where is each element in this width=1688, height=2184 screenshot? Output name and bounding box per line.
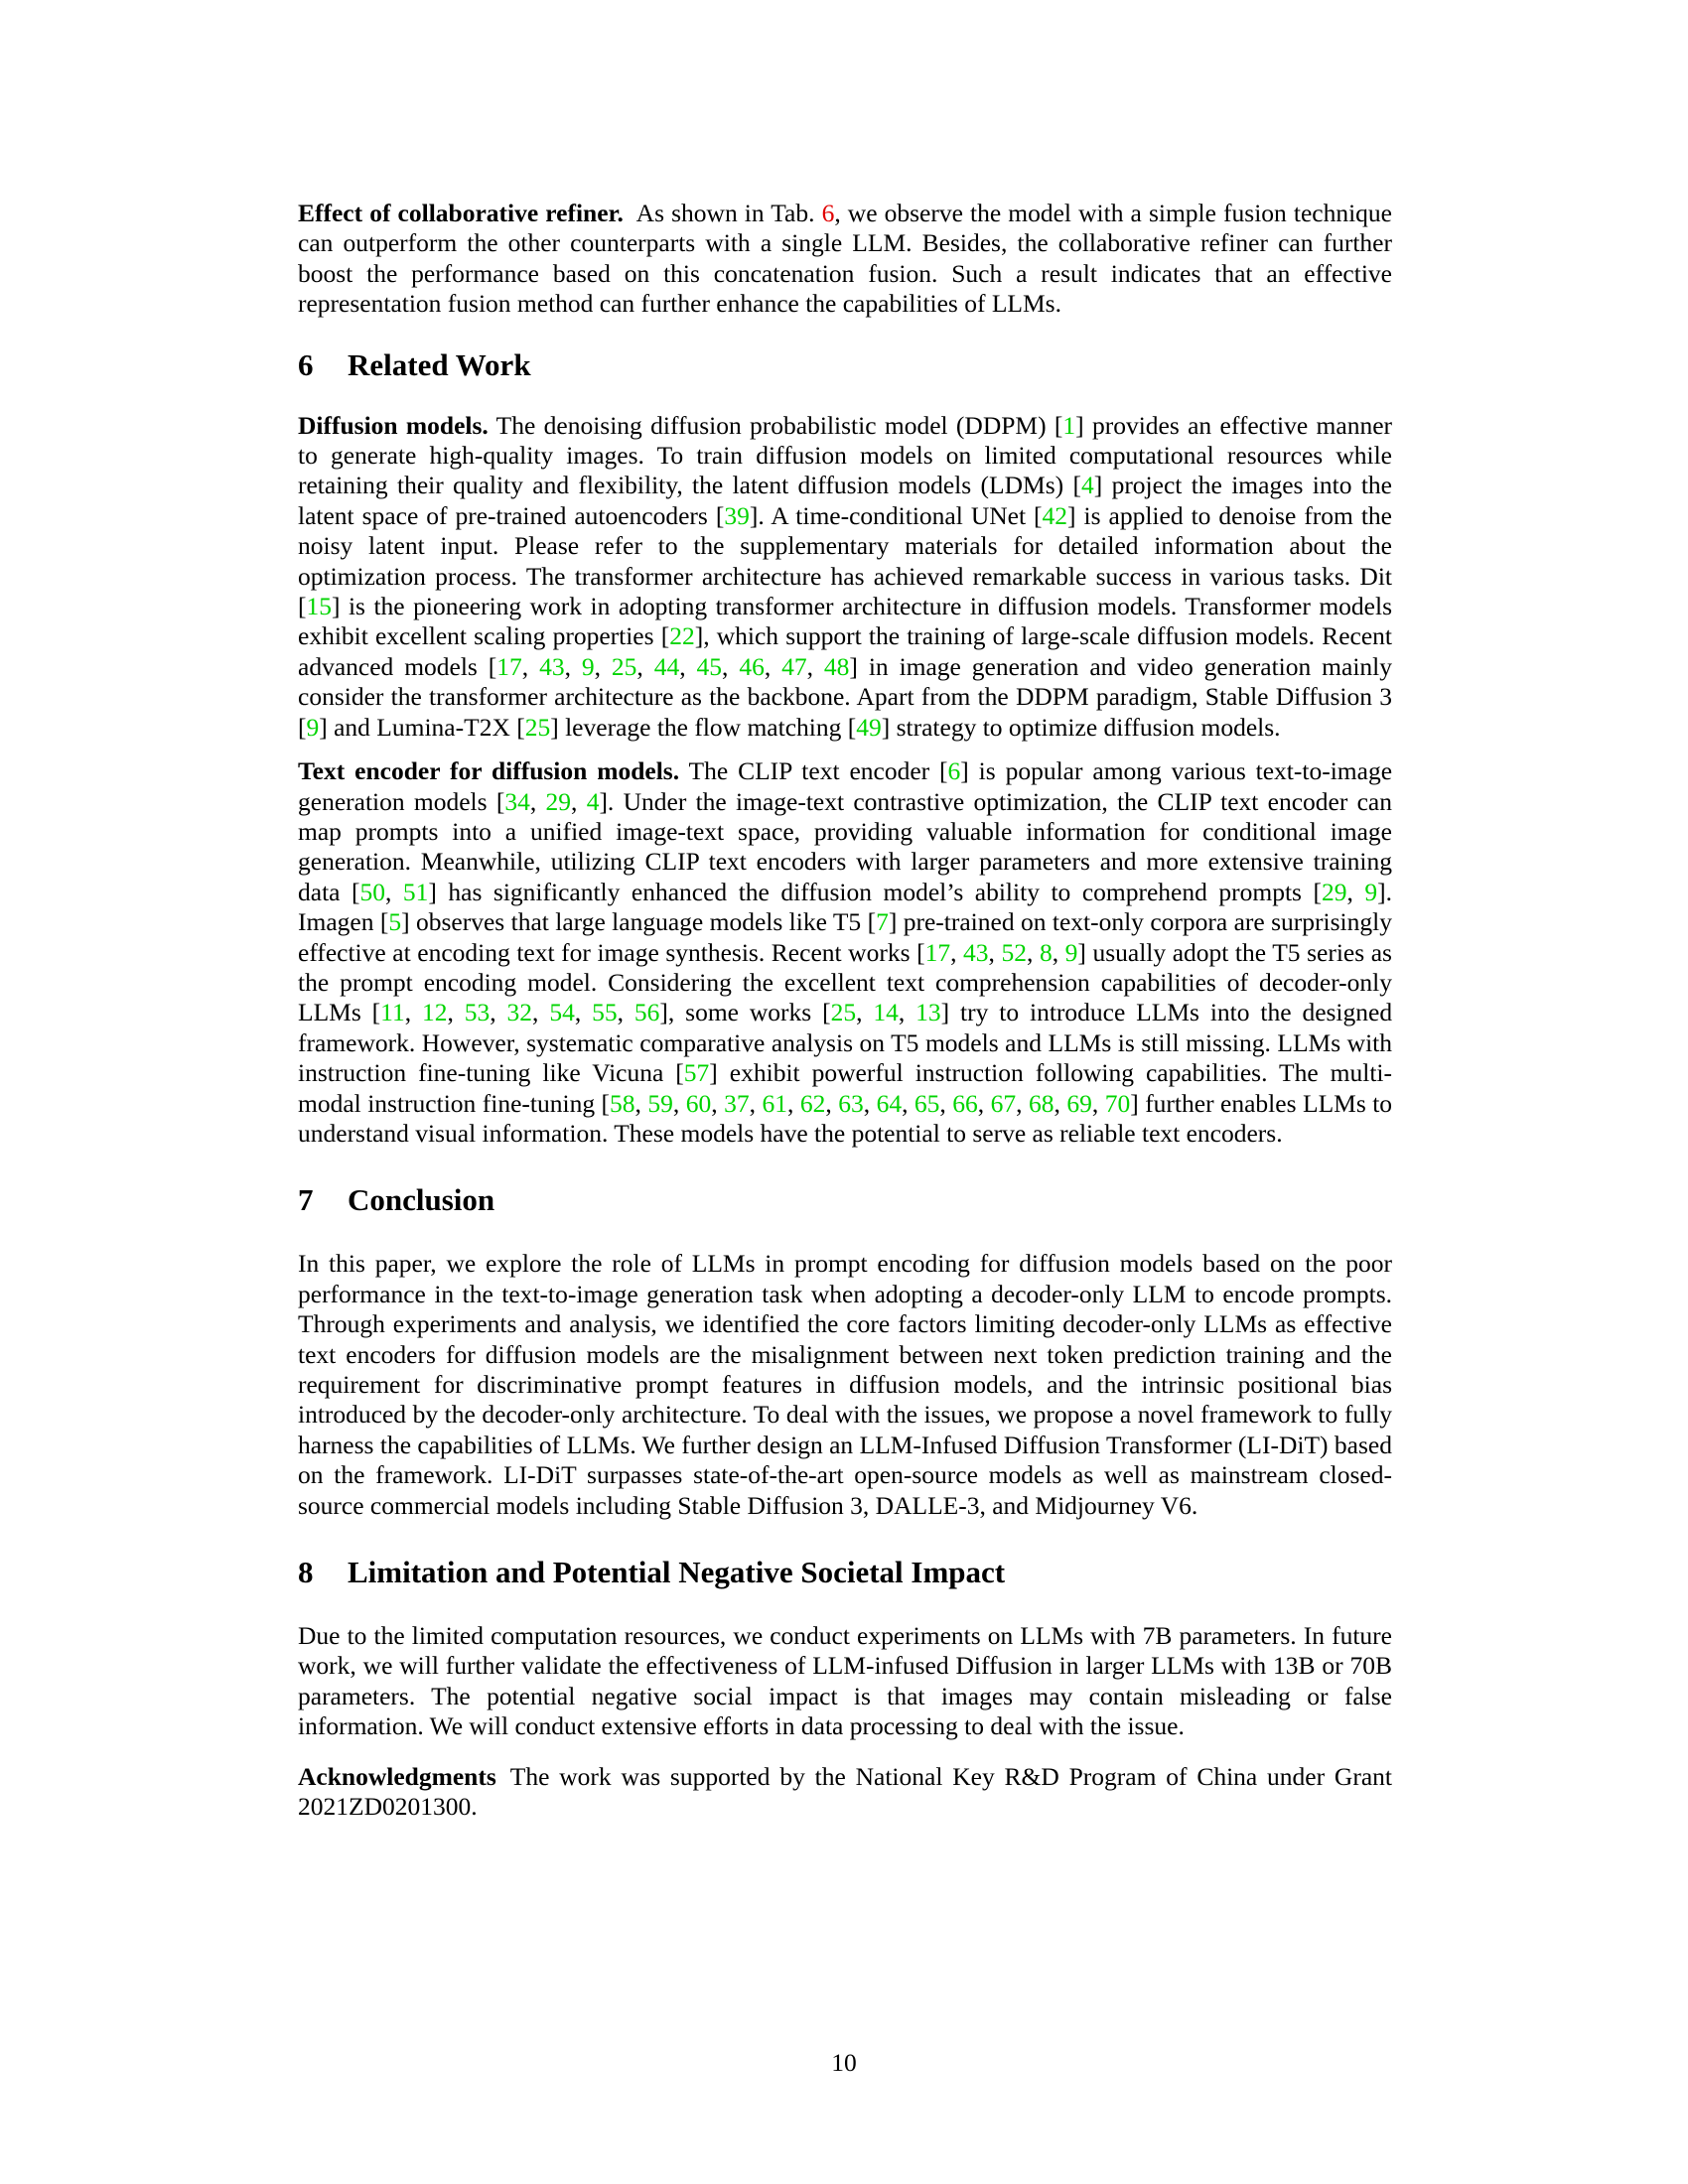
citation-group: 34, 29, 4: [504, 786, 600, 816]
citation-link[interactable]: 4: [586, 786, 600, 816]
citation-link[interactable]: 59: [647, 1088, 673, 1118]
limitation-paragraph: Due to the limited computation resources, we conduct experiments on LLMs with 7B parameters. In future work, we will further validate the effectiveness of LLM-infused Diffusion in larger LLMs with 13B or 70B parameters. The potential negative social impact is that images may contain misleading or false information. We will conduct extensive efforts in data processing to deal with the issue.: [298, 1621, 1392, 1741]
citation-group: 29, 9: [1321, 877, 1378, 906]
section-title: Conclusion: [348, 1182, 495, 1218]
section-title: Related Work: [348, 346, 531, 382]
paragraph-text: ] exhibit powerful instruction following capabilities. The multi-modal instruction fine-tuning [: [298, 1058, 1392, 1118]
citation-link[interactable]: 61: [762, 1088, 787, 1118]
citation-link[interactable]: 12: [421, 998, 448, 1027]
citation-link[interactable]: 29: [1321, 877, 1347, 906]
citation-link[interactable]: 64: [876, 1088, 903, 1118]
citation-link[interactable]: 9: [1364, 877, 1378, 906]
paragraph-text: ] strategy to optimize diffusion models.: [881, 712, 1281, 742]
citation-link[interactable]: 46: [739, 651, 765, 681]
paragraph-text: ] has significantly enhanced the diffusion model’s ability to comprehend prompts [: [428, 877, 1322, 906]
citation-link[interactable]: 43: [963, 937, 989, 967]
citation-link[interactable]: 25: [830, 998, 857, 1027]
citation-link[interactable]: 44: [653, 651, 680, 681]
paragraph-text: ] try to introduce LLMs into the designed framework. However, systematic comparative analysis on T5 models and LLMs is still missing. LLMs with instruction fine-tuning like Vicuna [: [298, 998, 1393, 1088]
section-heading-conclusion: [298, 1182, 1392, 1218]
paper-page: [298, 199, 1392, 1822]
citation-link[interactable]: 66: [952, 1088, 978, 1118]
paragraph-text: , we observe the model with a simple fusion technique can outperform the other counterparts with a single LLM. Besides, the collaborative refiner can further boost the performance based on this concatenation fusion. Such a result indicates that an effective representation fusion method can further enhance the capabilities of LLMs.: [298, 199, 1393, 319]
citation-link[interactable]: 32: [506, 998, 533, 1027]
section-title: Limitation and Potential Negative Societal Impact: [348, 1555, 1006, 1590]
citation-link[interactable]: 62: [799, 1088, 826, 1118]
citation-link[interactable]: 17: [496, 651, 522, 681]
citation-link[interactable]: 58: [610, 1088, 635, 1118]
citation-link[interactable]: 13: [915, 998, 941, 1027]
citation-link[interactable]: 52: [1001, 937, 1027, 967]
citation-group: 11, 12, 53, 32, 54, 55, 56: [380, 998, 660, 1027]
citation-link[interactable]: 50: [359, 877, 385, 906]
paragraph-text: ] provides an effective manner to generate high-quality images. To train diffusion models on limited computational resources while retaining their quality and flexibility, the latent diffusion models (LDMs) [: [298, 410, 1392, 500]
citation-link[interactable]: 15: [306, 592, 332, 621]
paragraph-text: ], which support the training of large-scale diffusion models. Recent advanced models [: [298, 621, 1392, 681]
citation-link[interactable]: 55: [592, 998, 618, 1027]
citation-link[interactable]: 39: [724, 500, 750, 530]
citation-group: 17, 43, 9, 25, 44, 45, 46, 47, 48: [496, 651, 850, 681]
section-heading-related-work: [298, 347, 1392, 383]
paragraph-text: ] observes that large language models like T5 [: [401, 907, 877, 937]
citation-link[interactable]: 6: [947, 756, 961, 786]
citation-link[interactable]: 65: [914, 1088, 940, 1118]
text-encoder-paragraph: [298, 756, 1392, 1149]
page-number: 10: [831, 2048, 857, 2077]
acknowledgments-text: The work was supported by the National Key R&D Program of China under Grant 2021ZD0201300.: [298, 1761, 1392, 1822]
paragraph-text: As shown in Tab.: [635, 199, 822, 227]
citation-link[interactable]: 63: [838, 1088, 864, 1118]
paragraph-heading: Text encoder for diffusion models.: [298, 756, 680, 786]
citation-link[interactable]: 1: [1062, 410, 1076, 440]
citation-link[interactable]: 69: [1066, 1088, 1092, 1118]
paragraph-text: ]. Under the image-text contrastive optimization, the CLIP text encoder can map prompts into a unified image-text space, providing valuable information for conditional image generation. Meanwhile, utilizing CLIP text encoders with larger parameters and more extensive training data [: [298, 786, 1393, 906]
paragraph-text: ] usually adopt the T5 series as the prompt encoding model. Considering the excellent text comprehension capabilities of decoder-only LLMs [: [298, 937, 1392, 1027]
paragraph-text: ], some works [: [659, 998, 831, 1027]
citation-link[interactable]: 25: [611, 651, 637, 681]
citation-link[interactable]: 4: [1080, 471, 1094, 500]
citation-link[interactable]: 8: [1039, 937, 1053, 967]
paragraph-text: ] is popular among various text-to-image generation models [: [298, 756, 1393, 816]
citation-link[interactable]: 9: [306, 712, 320, 742]
paragraph-text: ] is the pioneering work in adopting transformer architecture in diffusion models. Transformer models exhibit excellent scaling properties [: [298, 592, 1392, 651]
paragraph-text: ]. A time-conditional UNet [: [749, 500, 1043, 530]
citation-link[interactable]: 47: [781, 651, 807, 681]
paragraph-heading: Diffusion models.: [298, 410, 489, 440]
citation-link[interactable]: 67: [990, 1088, 1017, 1118]
citation-link[interactable]: 34: [504, 786, 530, 816]
citation-group: 58, 59, 60, 37, 61, 62, 63, 64, 65, 66, 67, 68, 69, 70: [610, 1088, 1131, 1118]
citation-link[interactable]: 37: [724, 1088, 750, 1118]
conclusion-paragraph: In this paper, we explore the role of LLMs in prompt encoding for diffusion models based on the poor performance in the text-to-image generation task when adopting a decoder-only LLM to encode prompts. Through experiments and analysis, we identified the core factors limiting decoder-only LLMs as effective text encoders for diffusion models are the misalignment between next token prediction training and the requirement for discriminative prompt features in diffusion models, and the intrinsic positional bias introduced by the decoder-only architecture. To deal with the issues, we propose a novel framework to fully harness the capabilities of LLMs. We further design an LLM-Infused Diffusion Transformer (LI-DiT) based on the framework. LI-DiT surpasses state-of-the-art open-source models as well as mainstream closed-source commercial models including Stable Diffusion 3, DALLE-3, and Midjourney V6.: [298, 1249, 1392, 1520]
acknowledgments-paragraph: [298, 1762, 1392, 1823]
collab-refiner-paragraph: [298, 199, 1392, 320]
paragraph-text: ] project the images into the latent space of pre-trained autoencoders [: [298, 471, 1392, 530]
table-reference-link[interactable]: 6: [821, 199, 835, 227]
section-number: 7: [298, 1182, 314, 1218]
citation-link[interactable]: 49: [856, 712, 882, 742]
paragraph-text: ] pre-trained on text-only corpora are surprisingly effective at encoding text for image synthesis. Recent works [: [298, 907, 1392, 967]
section-number: 6: [298, 346, 314, 382]
citation-link[interactable]: 7: [876, 907, 889, 937]
paragraph-text: ] in image generation and video generation mainly consider the transformer architecture as the backbone. Apart from the DDPM paradigm, Stable Diffusion 3 [: [298, 651, 1393, 742]
section-number: 8: [298, 1555, 314, 1590]
citation-link[interactable]: 70: [1104, 1088, 1131, 1118]
paragraph-text: The denoising diffusion probabilistic model (DDPM) [: [488, 410, 1063, 440]
citation-link[interactable]: 5: [388, 907, 402, 937]
citation-link[interactable]: 68: [1029, 1088, 1055, 1118]
paragraph-text: ] and Lumina-T2X [: [319, 712, 525, 742]
citation-link[interactable]: 57: [683, 1058, 710, 1088]
citation-link[interactable]: 9: [581, 651, 595, 681]
citation-link[interactable]: 22: [669, 621, 695, 651]
citation-link[interactable]: 17: [924, 937, 951, 967]
citation-link[interactable]: 25: [524, 712, 551, 742]
citation-link[interactable]: 60: [685, 1088, 712, 1118]
citation-group: 17, 43, 52, 8, 9: [924, 937, 1078, 967]
citation-link[interactable]: 53: [464, 998, 491, 1027]
citation-link[interactable]: 51: [402, 877, 429, 906]
citation-group: 25, 14, 13: [830, 998, 941, 1027]
citation-link[interactable]: 14: [873, 998, 899, 1027]
citation-link[interactable]: 48: [823, 651, 850, 681]
paragraph-heading: Effect of collaborative refiner.: [298, 199, 624, 227]
citation-link[interactable]: 42: [1042, 500, 1068, 530]
paragraph-text: ] further enables LLMs to understand visual information. These models have the potential to serve as reliable text encoders.: [298, 1088, 1393, 1148]
section-heading-limitation: [298, 1555, 1392, 1590]
paragraph-text: The CLIP text encoder [: [679, 756, 948, 786]
citation-link[interactable]: 9: [1064, 937, 1078, 967]
paragraph-text: ] is applied to denoise from the noisy latent input. Please refer to the supplementary materials for detailed information about the optimization process. The transformer architecture has achieved remarkable success in various tasks. Dit [: [298, 500, 1393, 621]
acknowledgments-heading: Acknowledgments: [298, 1761, 496, 1791]
citation-group: 50, 51: [359, 877, 429, 906]
paragraph-text: ]. Imagen [: [298, 877, 1392, 937]
paragraph-text: ] leverage the flow matching [: [550, 712, 857, 742]
citation-link[interactable]: 45: [696, 651, 723, 681]
citation-link[interactable]: 54: [549, 998, 575, 1027]
citation-link[interactable]: 29: [545, 786, 572, 816]
diffusion-models-paragraph: [298, 411, 1392, 743]
citation-link[interactable]: 43: [539, 651, 565, 681]
citation-link[interactable]: 56: [633, 998, 660, 1027]
citation-link[interactable]: 11: [380, 998, 405, 1027]
